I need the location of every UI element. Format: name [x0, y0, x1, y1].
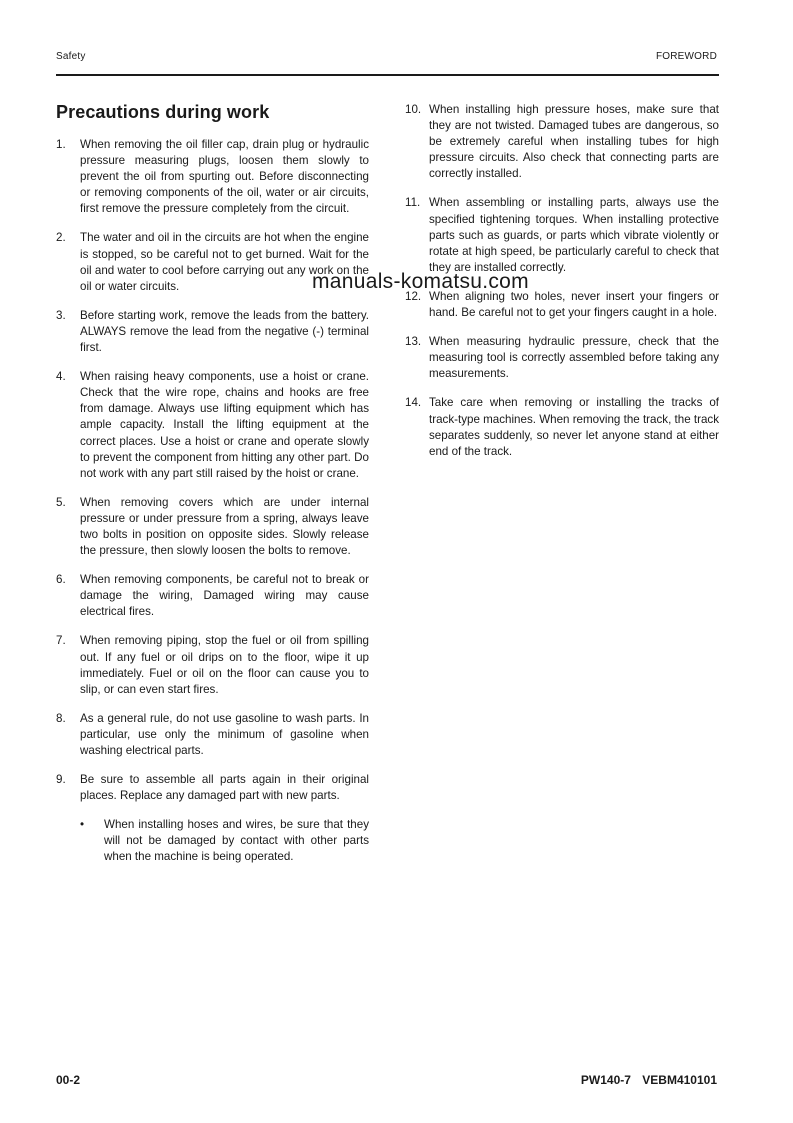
list-item-text: The water and oil in the circuits are hot when the engine is stopped, so be careful not to get burned. Wait for the oil and water to cool before carrying out any work on the oil or water circuits. — [80, 231, 369, 293]
list-item-number: 7. — [56, 634, 66, 648]
list-item-number: 6. — [56, 573, 66, 587]
sub-list-item — [80, 817, 369, 865]
list-item-number: 14. — [405, 396, 422, 410]
list-item-text: When raising heavy components, use a hoist or crane. Check that the wire rope, chains and hooks are free from damage. Always use lifting equipment which has ample capacity. Install the lifting equipment at the correct places. Use a hoist or crane and operate slowly to prevent the component from hitting any other part. Do not work with any part still raised by the hoist or crane. — [80, 370, 369, 480]
list-item-text: When assembling or installing parts, always use the specified tightening torques. When installing protective parts such as guards, or parts which vibrate violently or rotate at high speed, be particularly careful to check that they are installed correctly. — [429, 196, 719, 274]
list-item-text: When installing high pressure hoses, make sure that they are not twisted. Damaged tubes are dangerous, so be extremely careful when installing tubes for high pressure circuits. Also check that connecting parts are correctly installed. — [429, 103, 719, 181]
list-item-number: 11. — [405, 196, 421, 210]
list-item-text: Be sure to assemble all parts again in their original places. Replace any damaged part with new parts. — [80, 773, 369, 803]
list-item — [56, 633, 369, 697]
list-item-number: 1. — [56, 138, 66, 151]
list-item-text: Take care when removing or installing the tracks of track-type machines. When removing the track, the track separates suddenly, so never let anyone stand at either end of the track. — [429, 396, 719, 458]
list-item-number: 10. — [405, 103, 422, 116]
list-item-text: When removing the oil filler cap, drain plug or hydraulic pressure measuring plugs, loosen them slowly to prevent the oil from spurting out. Before disconnecting or removing components of the oil, water or air circuits, first remove the pressure completely from the circuit. — [80, 138, 369, 216]
list-item-number: 12. — [405, 289, 422, 303]
document-id: PW140-7 VEBM410101 — [580, 1073, 717, 1087]
bullet-icon: • — [80, 818, 85, 832]
list-item-text: When removing covers which are under internal pressure or under pressure from a spring, always leave two bolts in position on opposite sides. Slowly release the pressure, then slowly loosen the bolts to remove. — [80, 495, 369, 558]
list-item — [56, 308, 369, 356]
list-item — [405, 102, 719, 182]
list-item-text: When aligning two holes, never insert your fingers or hand. Be careful not to get your fingers caught in a hole. — [429, 289, 719, 320]
list-item-text: As a general rule, do not use gasoline to wash parts. In particular, use only the minimum of gasoline when washing electrical parts. — [80, 711, 369, 757]
watermark: manuals-komatsu.com — [312, 270, 529, 293]
list-item — [405, 395, 719, 459]
header-section-label: Safety — [56, 51, 86, 62]
header-divider — [56, 74, 719, 76]
list-item-text: When removing piping, stop the fuel or oil from spilling out. If any fuel or oil drips on to the floor, wipe it up immediately. Fuel or oil on the floor can cause you to slip, or can even start fires. — [80, 634, 369, 696]
list-item-number: 3. — [56, 308, 66, 322]
list-item-number: 2. — [56, 231, 66, 245]
list-item-number: 13. — [405, 335, 422, 349]
list-item-number: 5. — [56, 495, 66, 509]
list-item-text: Before starting work, remove the leads from the battery. ALWAYS remove the lead from the negative (-) terminal first. — [80, 308, 369, 355]
page-title: Precautions during work — [56, 102, 270, 122]
list-item-text: When removing components, be careful not to break or damage the wiring, Damaged wiring may cause electrical fires. — [80, 573, 369, 619]
sub-list-item-text: When installing hoses and wires, be sure that they will not be damaged by contact with other parts when the machine is being operated. — [104, 818, 369, 864]
list-item — [56, 772, 369, 865]
list-item — [405, 195, 719, 275]
list-item-number: 8. — [56, 711, 66, 725]
list-item — [56, 495, 369, 559]
list-item — [56, 572, 369, 620]
list-item — [56, 369, 369, 482]
list-item — [56, 137, 369, 217]
header-chapter-label: FOREWORD — [655, 51, 717, 62]
page-number: 00-2 — [56, 1073, 81, 1087]
list-item — [405, 334, 719, 382]
list-item-number: 9. — [56, 773, 66, 787]
list-item-number: 4. — [56, 370, 66, 384]
list-item-text: When measuring hydraulic pressure, check that the measuring tool is correctly assembled before taking any measurements. — [429, 335, 719, 381]
list-item — [56, 711, 369, 759]
left-column — [56, 137, 369, 879]
